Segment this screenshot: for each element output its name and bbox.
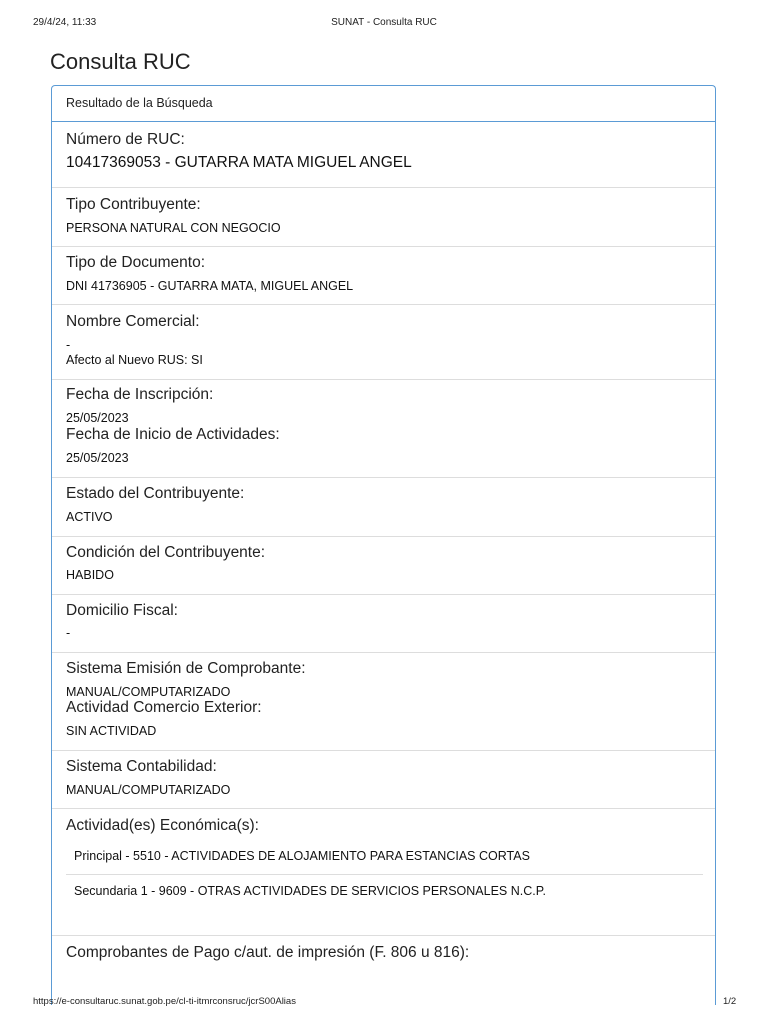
fecha-inicio-value: 25/05/2023 (66, 451, 129, 465)
actividad-separator (66, 874, 703, 875)
estado-item (52, 477, 715, 536)
estado-label: Estado del Contribuyente: (66, 485, 245, 502)
tipo-contribuyente-value: PERSONA NATURAL CON NEGOCIO (66, 221, 281, 235)
actividades-label: Actividad(es) Económica(s): (66, 817, 259, 834)
comercio-exterior-value: SIN ACTIVIDAD (66, 724, 157, 738)
actividad-principal: Principal - 5510 - ACTIVIDADES DE ALOJAMIENTO PARA ESTANCIAS CORTAS (74, 849, 530, 863)
condicion-item (52, 536, 715, 594)
nombre-comercial-value: - (66, 338, 71, 352)
tipo-documento-label: Tipo de Documento: (66, 254, 206, 271)
print-title: SUNAT - Consulta RUC (331, 17, 437, 28)
result-panel (51, 85, 716, 1005)
sistema-contabilidad-item (52, 750, 715, 808)
condicion-value: HABIDO (66, 568, 114, 582)
tipo-documento-item (52, 246, 715, 304)
print-date: 29/4/24, 11:33 (33, 17, 97, 28)
tipo-contribuyente-item (52, 187, 715, 246)
nombre-comercial-label: Nombre Comercial: (66, 313, 200, 330)
estado-value: ACTIVO (66, 510, 113, 524)
domicilio-label: Domicilio Fiscal: (66, 602, 178, 619)
nuevo-rus-text: Afecto al Nuevo RUS: SI (66, 353, 203, 367)
footer-page-number: 1/2 (723, 996, 737, 1007)
ruc-label: Número de RUC: (66, 131, 185, 148)
tipo-documento-value: DNI 41736905 - GUTARRA MATA, MIGUEL ANGEL (66, 279, 354, 293)
fecha-inscripcion-value: 25/05/2023 (66, 411, 129, 425)
tipo-contribuyente-label: Tipo Contribuyente: (66, 196, 201, 213)
sistema-emision-label: Sistema Emisión de Comprobante: (66, 660, 306, 677)
actividad-secundaria: Secundaria 1 - 9609 - OTRAS ACTIVIDADES DE SERVICIOS PERSONALES N.C.P. (74, 884, 546, 898)
ruc-value: 10417369053 - GUTARRA MATA MIGUEL ANGEL (66, 154, 412, 171)
nombre-comercial-item (52, 304, 715, 379)
domicilio-item (52, 594, 715, 652)
sistema-contabilidad-value: MANUAL/COMPUTARIZADO (66, 783, 231, 797)
comercio-exterior-label: Actividad Comercio Exterior: (66, 699, 262, 716)
fecha-inicio-label: Fecha de Inicio de Actividades: (66, 426, 280, 443)
sistema-contabilidad-label: Sistema Contabilidad: (66, 758, 217, 775)
comprobantes-item (52, 935, 715, 1005)
ruc-item (52, 122, 715, 187)
footer-url: https://e-consultaruc.sunat.gob.pe/cl-ti-itmrconsruc/jcrS00Alias (33, 996, 296, 1007)
sistema-emision-item (52, 652, 715, 750)
comprobantes-label: Comprobantes de Pago c/aut. de impresión (F. 806 u 816): (66, 944, 470, 961)
actividades-item (52, 808, 715, 935)
panel-heading: Resultado de la Búsqueda (52, 86, 715, 122)
condicion-label: Condición del Contribuyente: (66, 544, 266, 561)
fecha-inscripcion-label: Fecha de Inscripción: (66, 386, 214, 403)
domicilio-value: - (66, 626, 71, 640)
page-title: Consulta RUC (50, 49, 191, 74)
fechas-item (52, 379, 715, 477)
sistema-emision-value: MANUAL/COMPUTARIZADO (66, 685, 231, 699)
